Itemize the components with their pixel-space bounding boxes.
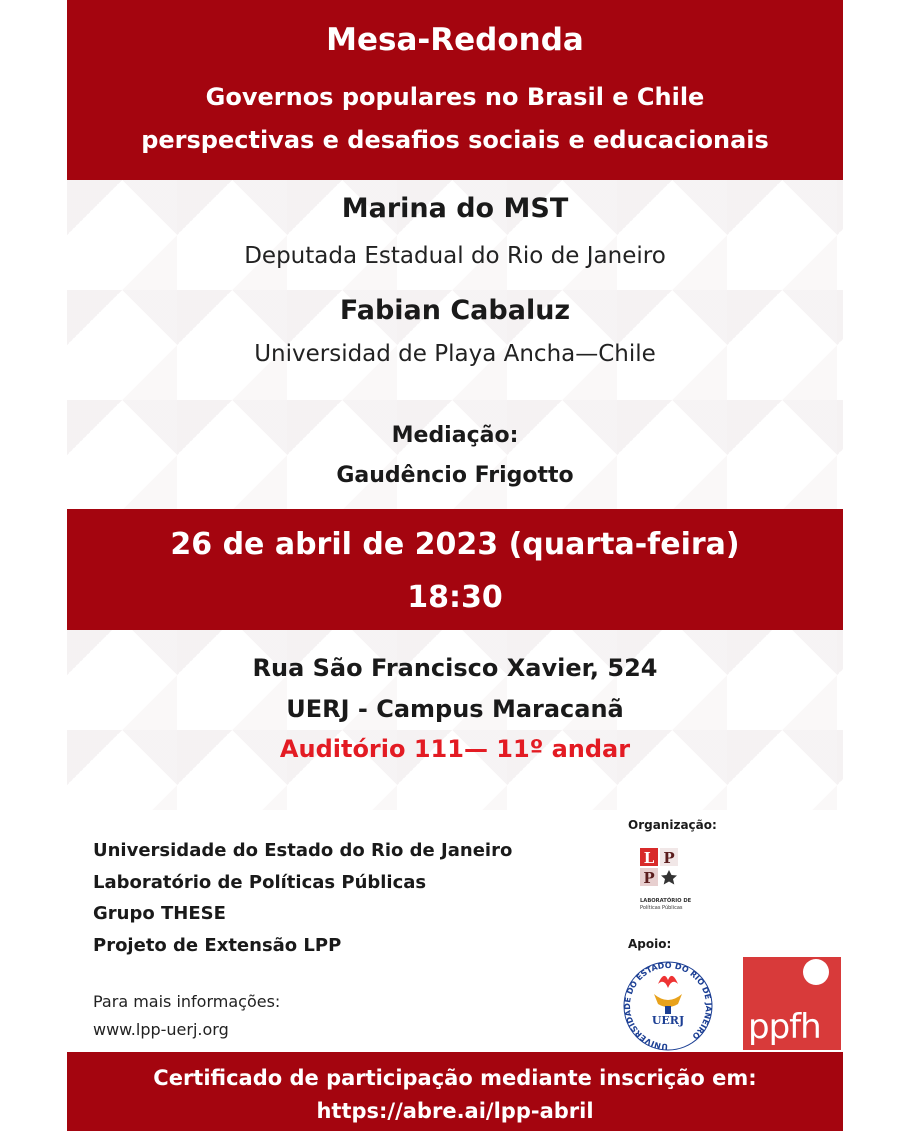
uerj-logo — [620, 960, 716, 1052]
event-date: 26 de abril de 2023 (quarta-feira) — [170, 527, 740, 562]
lpp-caption-1: LABORATÓRIO DE — [640, 898, 692, 904]
star-icon — [661, 870, 677, 885]
organization-label: Organização: — [628, 818, 717, 832]
event-poster — [67, 0, 843, 1131]
speaker-1-affiliation: Deputada Estadual do Rio de Janeiro — [244, 243, 666, 269]
lpp-logo-letter-l: L — [643, 849, 655, 867]
event-type: Mesa-Redonda — [326, 22, 584, 58]
more-info-url[interactable]: www.lpp-uerj.org — [93, 1020, 229, 1039]
address-room: Auditório 111— 11º andar — [279, 735, 631, 763]
organizer-item: Universidade do Estado do Rio de Janeiro — [93, 840, 513, 861]
more-info — [93, 988, 280, 1044]
lpp-caption-2: Políticas Públicas — [640, 905, 683, 911]
event-title-line-2: perspectivas e desafios sociais e educacionais — [141, 126, 769, 154]
uerj-acronym: UERJ — [651, 1014, 685, 1027]
address-street: Rua São Francisco Xavier, 524 — [252, 654, 658, 682]
organizer-item: Projeto de Extensão LPP — [93, 934, 342, 956]
mediation-label: Mediação: — [391, 423, 519, 448]
more-info-label: Para mais informações: — [93, 992, 281, 1011]
speaker-2-affiliation: Universidad de Playa Ancha—Chile — [254, 341, 656, 367]
address-campus: UERJ - Campus Maracanã — [286, 695, 624, 723]
lpp-logo-letter-p2: P — [643, 869, 655, 887]
registration-link[interactable]: https://abre.ai/lpp-abril — [316, 1099, 594, 1123]
speaker-1-name: Marina do MST — [341, 193, 569, 224]
certificate-text: Certificado de participação mediante inscrição em: — [153, 1066, 757, 1090]
mediator-name: Gaudêncio Frigotto — [336, 463, 574, 488]
event-time: 18:30 — [407, 580, 503, 615]
ppfh-logo — [743, 957, 841, 1050]
torch-stem-icon — [665, 1006, 671, 1014]
uerj-ring-text: UNIVERSIDADE DO ESTADO DO RIO DE JANEIRO — [623, 960, 714, 1052]
speaker-2-name: Fabian Cabaluz — [339, 295, 571, 326]
lpp-logo-letter-p1: P — [663, 849, 675, 867]
event-title-line-1: Governos populares no Brasil e Chile — [205, 83, 705, 111]
date-band — [67, 509, 843, 630]
organizer-item: Laboratório de Políticas Públicas — [93, 871, 427, 893]
lpp-logo — [636, 844, 696, 928]
ppfh-logo-dot — [803, 959, 829, 985]
organizer-item: Grupo THESE — [93, 903, 226, 924]
header-band — [67, 0, 843, 180]
footer-band — [67, 1052, 843, 1131]
ppfh-logo-text: ppfh — [748, 1007, 821, 1047]
organizers-list — [93, 835, 512, 961]
support-label: Apoio: — [628, 937, 672, 951]
